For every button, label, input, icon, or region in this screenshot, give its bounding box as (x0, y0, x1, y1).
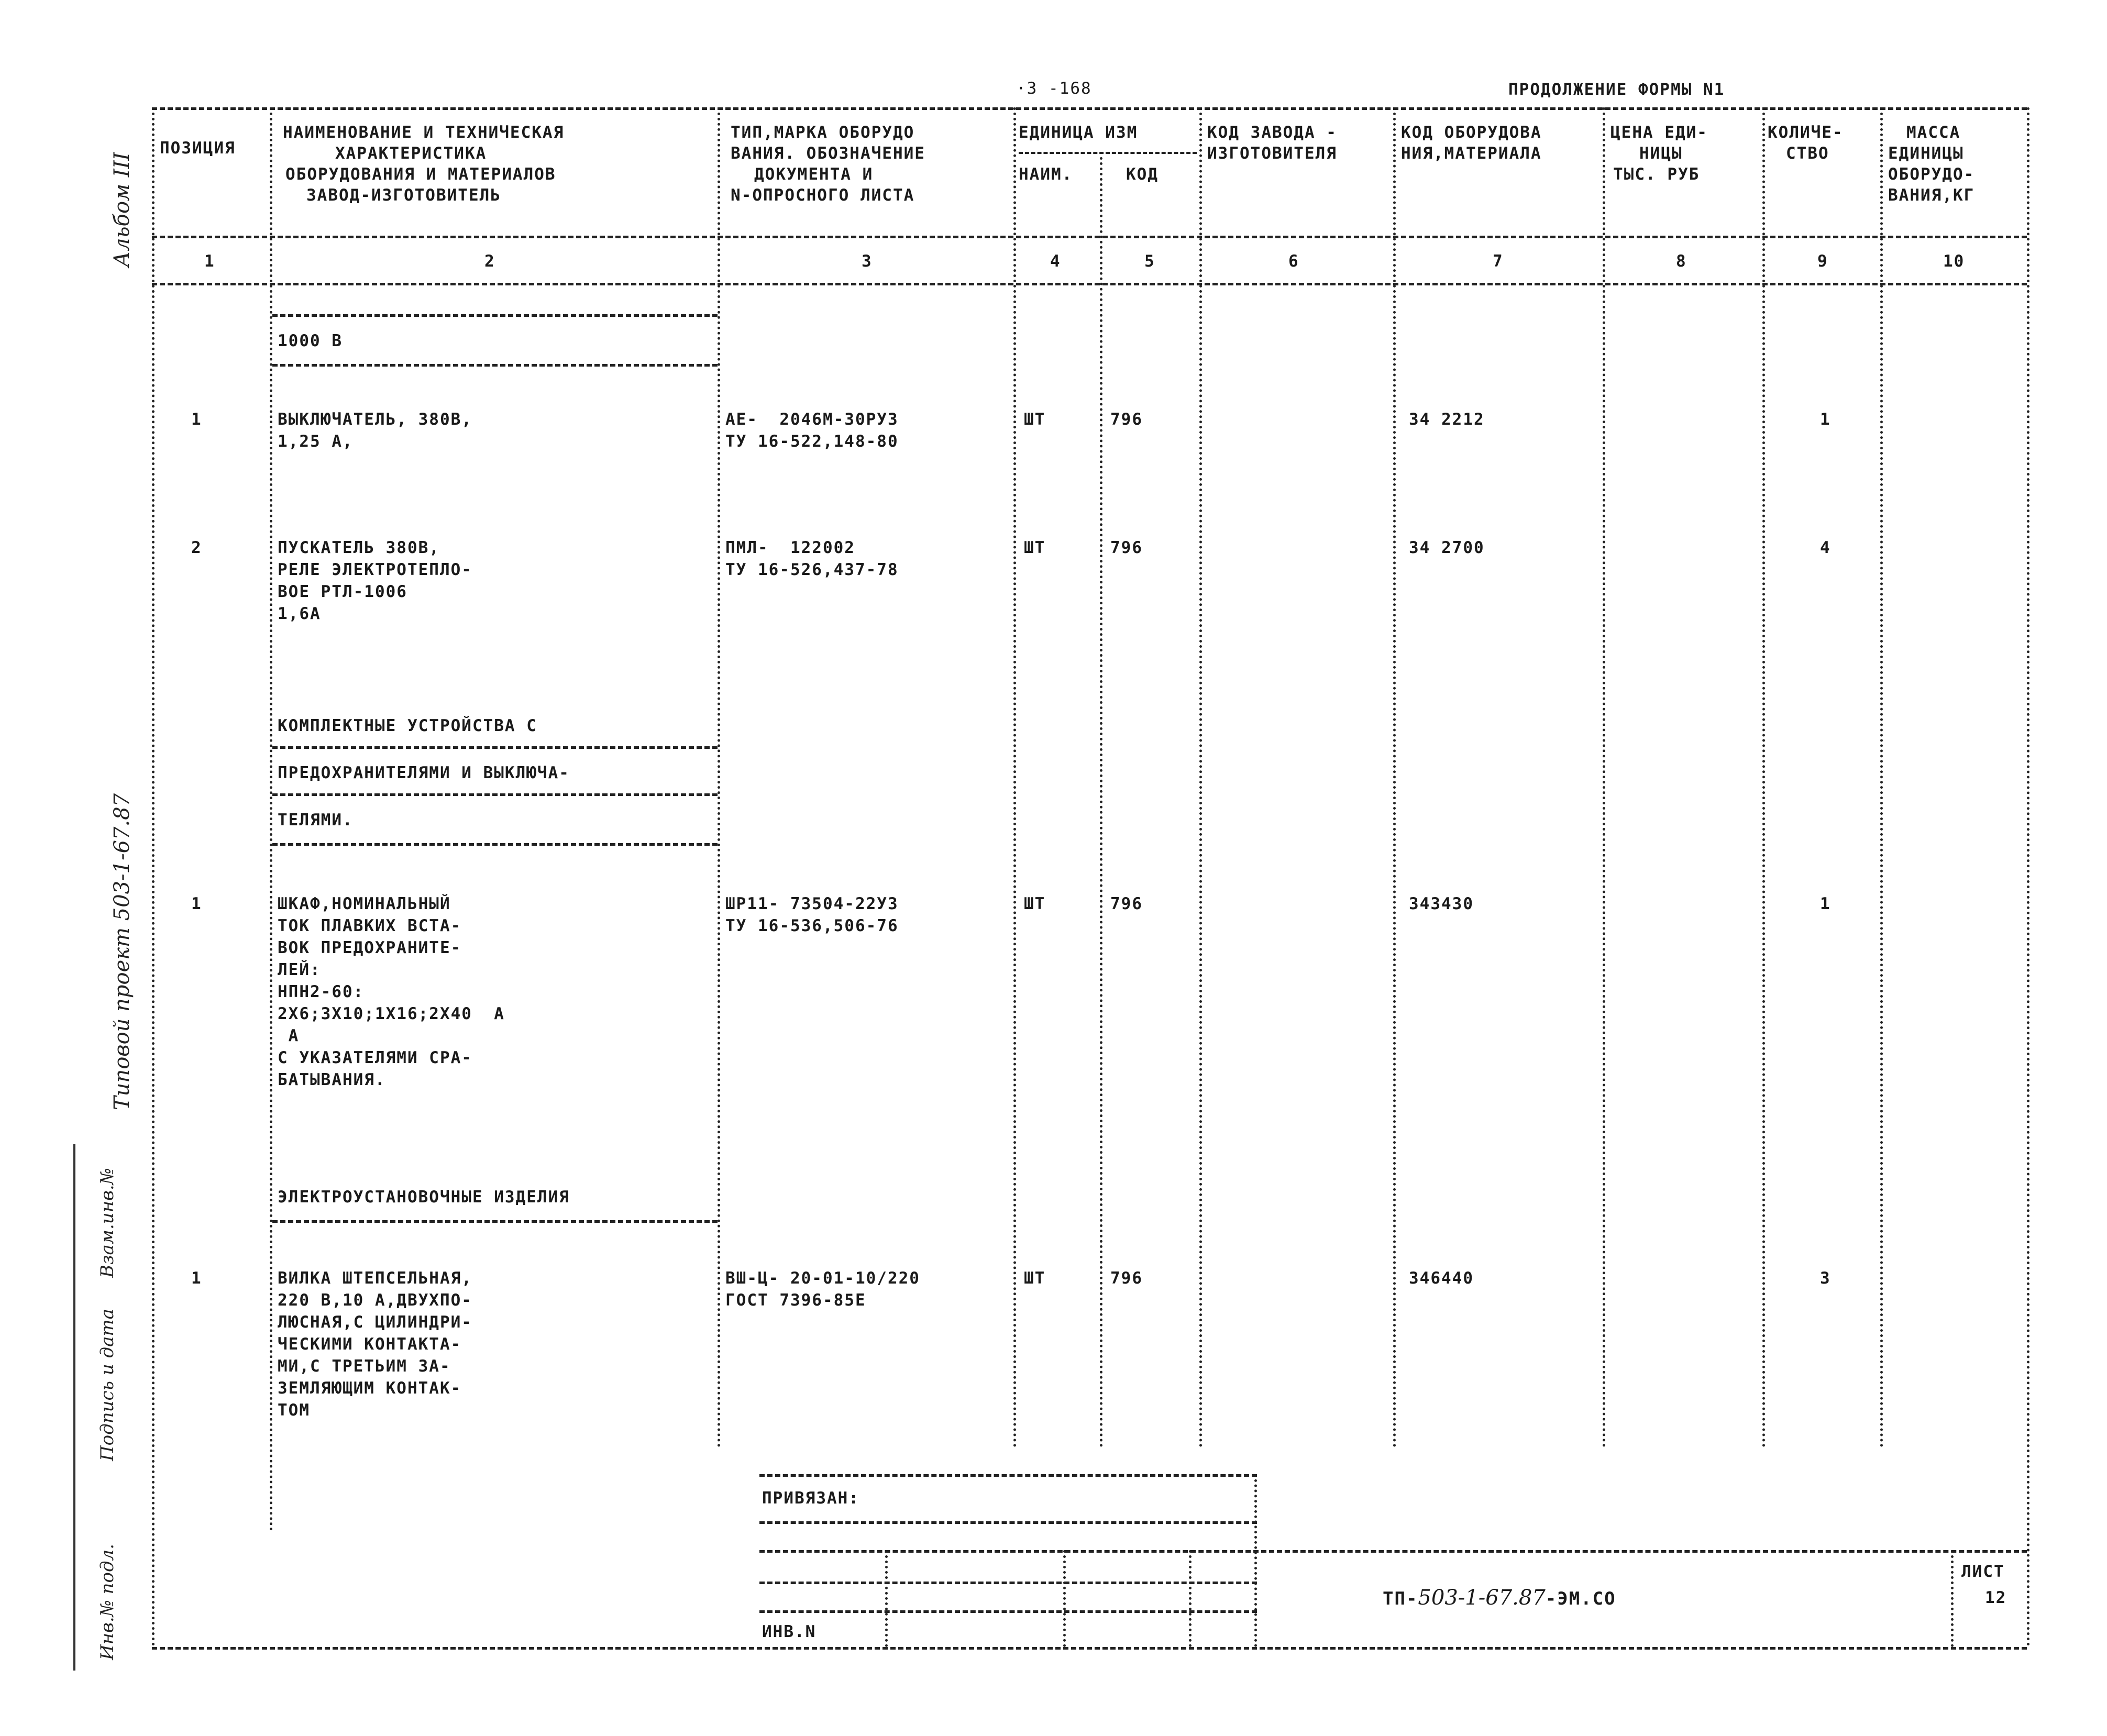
row-type-line: ТУ 16-526,437-78 (725, 560, 899, 579)
stamp-rule-4 (759, 1582, 1257, 1584)
col-num-5: 5 (1144, 252, 1155, 271)
col-sep-0 (152, 107, 155, 1647)
doc-code-suffix: -ЭМ.СО (1545, 1588, 1616, 1609)
row-unit: ШТ (1024, 894, 1046, 913)
col-num-1: 1 (204, 252, 215, 271)
row-name-line: 2Х6;3Х10;1Х16;2Х40 А (278, 1004, 505, 1023)
stamp-rule-5 (759, 1610, 1257, 1613)
section-kit-rule-1 (272, 746, 718, 749)
col-sep-5 (1199, 107, 1202, 1448)
col-header-10-line3: ОБОРУДО- (1888, 165, 1975, 184)
stamp-sep-a (885, 1550, 888, 1647)
col-header-10-line4: ВАНИЯ,КГ (1888, 186, 1975, 205)
col-num-7: 7 (1493, 252, 1504, 271)
side-vzam-label: Взам.инв.№ (97, 1168, 118, 1278)
col-num-6: 6 (1288, 252, 1299, 271)
col-header-3-line2: ВАНИЯ. ОБОЗНАЧЕНИЕ (731, 144, 925, 163)
side-project-label: Типовой проект 503-1-67.87 (110, 793, 134, 1110)
col-header-2-line3: ОБОРУДОВАНИЯ И МАТЕРИАЛОВ (285, 165, 556, 184)
row-name-line: ТОК ПЛАВКИХ ВСТА- (278, 916, 462, 935)
row-code: 796 (1110, 1269, 1143, 1288)
col-header-4-rule (1019, 152, 1197, 154)
row-name-line: НПН2-60: (278, 982, 365, 1001)
row-code: 796 (1110, 410, 1143, 429)
section-kit-line2: ПРЕДОХРАНИТЕЛЯМИ И ВЫКЛЮЧА- (278, 764, 570, 782)
row-name-line: А (278, 1026, 300, 1045)
row-type-line: АЕ- 2046М-30РУЗ (725, 410, 899, 429)
row-unit: ШТ (1024, 538, 1046, 557)
rule-bottom (152, 1647, 2027, 1650)
row-type-line: ГОСТ 7396-85Е (725, 1291, 866, 1310)
section-kit-line1: КОМПЛЕКТНЫЕ УСТРОЙСТВА С (278, 716, 537, 735)
col-header-10-line2: ЕДИНИЦЫ (1888, 144, 1964, 163)
row-code: 796 (1110, 538, 1143, 557)
row-pos: 2 (191, 538, 202, 557)
col-sep-6 (1393, 107, 1396, 1448)
stamp-inv: ИНВ.N (762, 1622, 817, 1641)
row-name-line: ЛЮСНАЯ,С ЦИЛИНДРИ- (278, 1313, 472, 1332)
row-name-line: БАТЫВАНИЯ. (278, 1070, 386, 1089)
col-header-9-line1: КОЛИЧЕ- (1768, 123, 1844, 142)
col-header-6-line2: ИЗГОТОВИТЕЛЯ (1207, 144, 1337, 163)
row-qty: 4 (1820, 538, 1831, 557)
col-header-4-line2: НАИМ. (1019, 165, 1073, 184)
row-name-line: С УКАЗАТЕЛЯМИ СРА- (278, 1048, 472, 1067)
col-header-6-line1: КОД ЗАВОДА - (1207, 123, 1337, 142)
row-equip-code: 343430 (1409, 894, 1474, 913)
row-type-line: ВШ-Ц- 20-01-10/220 (725, 1269, 920, 1288)
side-album-label: Альбом III (110, 152, 134, 267)
col-header-8-line1: ЦЕНА ЕДИ- (1610, 123, 1708, 142)
row-name-line: ВОК ПРЕДОХРАНИТЕ- (278, 938, 462, 957)
row-unit: ШТ (1024, 1269, 1046, 1288)
col-header-4-line1: ЕДИНИЦА ИЗМ (1019, 123, 1138, 142)
row-name-line: ПУСКАТЕЛЬ 380В, (278, 538, 440, 557)
sheet-number: 12 (1985, 1588, 2007, 1607)
col-header-8-line3: ТЫС. РУБ (1613, 165, 1700, 184)
stamp-rule-2 (759, 1521, 1257, 1524)
col-sep-3 (1013, 107, 1016, 1448)
doc-code-prefix: ТП- (1383, 1588, 1418, 1609)
row-name-line: ВИЛКА ШТЕПСЕЛЬНАЯ, (278, 1269, 472, 1288)
row-name-line: ВЫКЛЮЧАТЕЛЬ, 380В, (278, 410, 472, 429)
col-num-8: 8 (1676, 252, 1687, 271)
col-sep-8 (1762, 107, 1765, 1448)
sheet-label: ЛИСТ (1961, 1562, 2005, 1581)
stamp-sep-b (1063, 1550, 1066, 1647)
col-header-9-line2: СТВО (1786, 144, 1829, 163)
col-num-9: 9 (1817, 252, 1828, 271)
row-type-line: ТУ 16-536,506-76 (725, 916, 899, 935)
row-name-line: ШКАФ,НОМИНАЛЬНЫЙ (278, 894, 451, 913)
col-header-10-line1: МАССА (1906, 123, 1961, 142)
col-header-3-line4: N-ОПРОСНОГО ЛИСТА (731, 186, 915, 205)
row-name-line: ЧЕСКИМИ КОНТАКТА- (278, 1335, 462, 1354)
row-name-line: РЕЛЕ ЭЛЕКТРОТЕПЛО- (278, 560, 472, 579)
row-type-line: ШР11- 73504-22УЗ (725, 894, 899, 913)
row-code: 796 (1110, 894, 1143, 913)
row-equip-code: 34 2700 (1409, 538, 1485, 557)
col-sep-10 (2027, 107, 2029, 1647)
row-pos: 1 (191, 894, 202, 913)
side-strip-line (73, 1144, 75, 1671)
section-kit-rule-3 (272, 843, 718, 846)
section-kit-rule-2 (272, 793, 718, 796)
col-num-3: 3 (862, 252, 873, 271)
row-name-line: 220 В,10 А,ДВУХПО- (278, 1291, 472, 1310)
col-sep-4 (1100, 157, 1102, 1448)
col-num-10: 10 (1943, 252, 1965, 271)
col-header-8-line2: НИЦЫ (1639, 144, 1683, 163)
stamp-right-edge (1254, 1474, 1257, 1647)
section-install: ЭЛЕКТРОУСТАНОВОЧНЫЕ ИЗДЕЛИЯ (278, 1188, 570, 1207)
stamp-sep-c (1189, 1550, 1192, 1647)
row-type-line: ПМЛ- 122002 (725, 538, 855, 557)
col-header-2-line4: ЗАВОД-ИЗГОТОВИТЕЛЬ (306, 186, 501, 205)
row-name-line: 1,25 А, (278, 432, 354, 451)
row-name-line: ВОЕ РТЛ-1006 (278, 582, 407, 601)
col-num-4: 4 (1050, 252, 1061, 271)
stamp-privyazan: ПРИВЯЗАН: (762, 1489, 859, 1508)
row-qty: 3 (1820, 1269, 1831, 1288)
col-header-2-line2: ХАРАКТЕРИСТИКА (335, 144, 487, 163)
col-header-7-line2: НИЯ,МАТЕРИАЛА (1401, 144, 1542, 163)
doc-code (1383, 1587, 1616, 1610)
side-inv-podl-label: Инв.№ подл. (97, 1544, 118, 1660)
rule-header-bottom (152, 236, 2027, 238)
stamp-rule-top (759, 1474, 1257, 1477)
col-num-2: 2 (484, 252, 495, 271)
section-voltage: 1000 В (278, 331, 343, 350)
page-mark: ·3 -168 (1016, 79, 1092, 98)
row-type-line: ТУ 16-522,148-80 (725, 432, 899, 451)
col-header-2-line1: НАИМЕНОВАНИЕ И ТЕХНИЧЕСКАЯ (283, 123, 565, 142)
section-install-rule (272, 1220, 718, 1223)
row-qty: 1 (1820, 894, 1831, 913)
row-equip-code: 34 2212 (1409, 410, 1485, 429)
row-pos: 1 (191, 410, 202, 429)
side-signature-label: Подпись и дата (97, 1309, 118, 1461)
rule-numbers-bottom (152, 283, 2027, 285)
col-header-7-line1: КОД ОБОРУДОВА (1401, 123, 1542, 142)
col-sep-7 (1603, 107, 1605, 1448)
row-name-line: ЛЕЙ: (278, 960, 321, 979)
section-voltage-rule-top (272, 314, 718, 317)
col-sep-1 (270, 107, 272, 1532)
stamp-rule-3 (759, 1550, 2027, 1553)
col-sep-2 (718, 107, 720, 1448)
row-equip-code: 346440 (1409, 1269, 1474, 1288)
row-name-line: ТОМ (278, 1401, 310, 1420)
rule-top (152, 107, 2027, 110)
section-kit-line3: ТЕЛЯМИ. (278, 811, 354, 830)
continuation-title: ПРОДОЛЖЕНИЕ ФОРМЫ N1 (1508, 80, 1725, 99)
col-header-3-line1: ТИП,МАРКА ОБОРУДО (731, 123, 915, 142)
sheet-box-edge (1951, 1550, 1954, 1647)
col-sep-9 (1880, 107, 1883, 1448)
row-name-line: ЗЕМЛЯЮЩИМ КОНТАК- (278, 1379, 462, 1398)
section-voltage-rule-bottom (272, 364, 718, 367)
col-header-1: ПОЗИЦИЯ (160, 139, 236, 158)
row-pos: 1 (191, 1269, 202, 1288)
doc-code-handwritten: 503-1-67.87 (1418, 1586, 1546, 1610)
row-qty: 1 (1820, 410, 1831, 429)
row-name-line: МИ,С ТРЕТЬИМ ЗА- (278, 1357, 451, 1376)
col-header-5: КОД (1126, 165, 1159, 184)
row-unit: ШТ (1024, 410, 1046, 429)
row-name-line: 1,6А (278, 604, 321, 623)
col-header-3-line3: ДОКУМЕНТА И (754, 165, 874, 184)
